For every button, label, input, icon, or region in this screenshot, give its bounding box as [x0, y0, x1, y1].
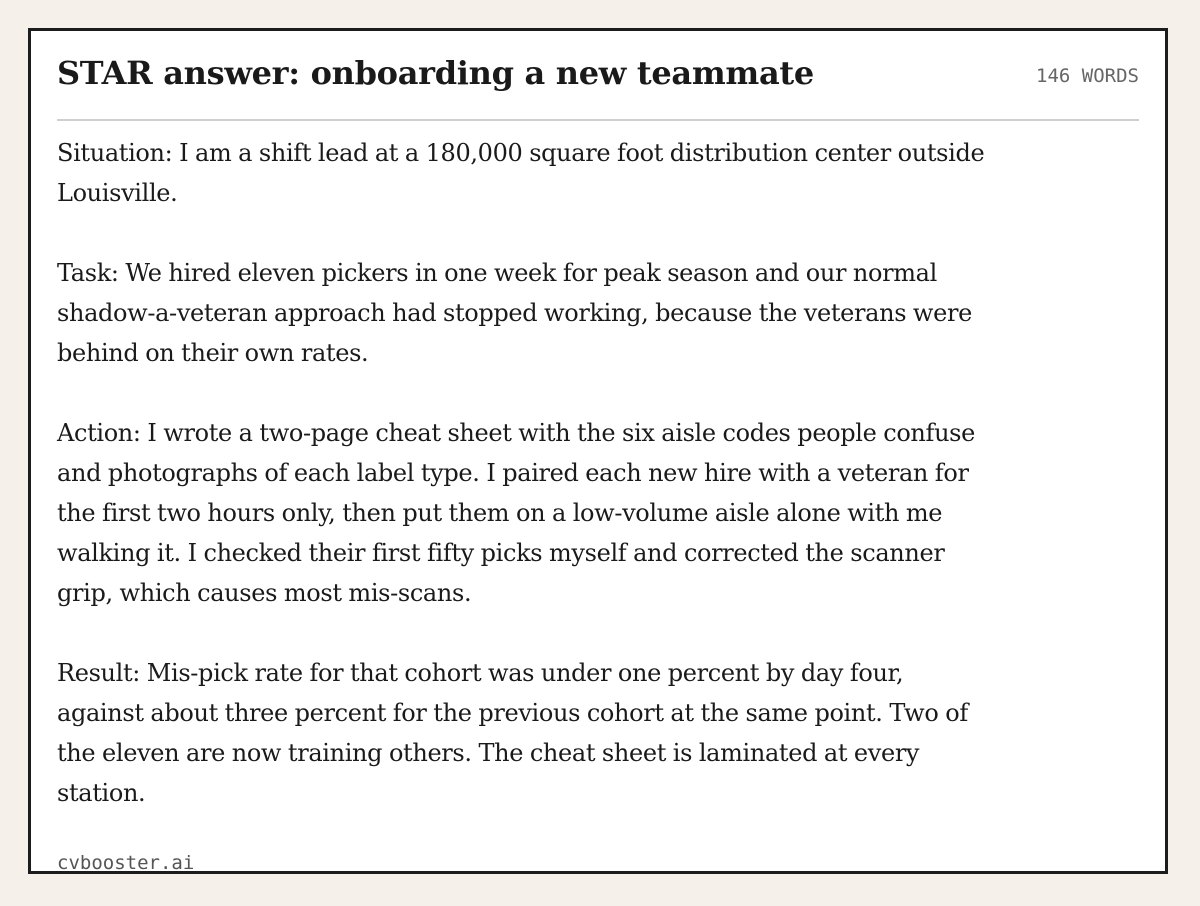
- situation-paragraph: Situation: I am a shift lead at a 180,000 square foot distribution center outside Louisville.: [57, 139, 985, 207]
- answer-card: [28, 28, 1168, 874]
- task-paragraph: Task: We hired eleven pickers in one week for peak season and our normal shadow-a-veteran approach had stopped working, because the veterans were behind on their own rates.: [57, 259, 972, 367]
- result-paragraph: Result: Mis-pick rate for that cohort was under one percent by day four, against about three percent for the previous cohort at the same point. Two of the eleven are now training others. The cheat sheet is laminated at every station.: [57, 659, 968, 807]
- brand-footer: cvbooster.ai: [57, 852, 195, 871]
- card-header: [57, 31, 1139, 121]
- card-content: [31, 31, 1165, 871]
- word-count-label: 146 WORDS: [1036, 65, 1139, 87]
- answer-body: [57, 133, 987, 813]
- action-paragraph: Action: I wrote a two-page cheat sheet with the six aisle codes people confuse and photographs of each label type. I paired each new hire with a veteran for the first two hours only, then put them on a low-volume aisle alone with me walking it. I checked their first fifty picks myself and corrected the scanner grip, which causes most mis-scans.: [57, 419, 975, 607]
- page-title: STAR answer: onboarding a new teammate: [57, 54, 814, 92]
